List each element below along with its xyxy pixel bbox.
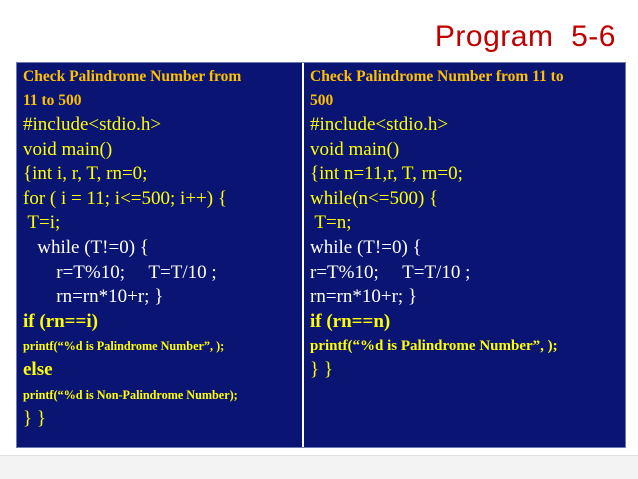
right-code-column xyxy=(304,63,625,447)
left-heading-line-1: Check Palindrome Number from xyxy=(23,68,242,85)
left-code-include: #include<stdio.h> xyxy=(23,114,162,135)
slide-footer-bar xyxy=(0,455,638,479)
left-code-reverse: rn=rn*10+r; } xyxy=(23,286,164,308)
left-heading-line-2: 11 to 500 xyxy=(23,92,82,109)
right-code-while-t: while (T!=0) { xyxy=(310,236,422,258)
left-code-while: while (T!=0) { xyxy=(23,236,149,258)
right-code-assign: T=n; xyxy=(310,212,352,234)
right-code-include: #include<stdio.h> xyxy=(310,114,449,135)
left-code-mod: r=T%10; T=T/10 ; xyxy=(23,261,217,283)
left-code-if: if (rn==i) xyxy=(23,310,98,332)
left-code-column xyxy=(17,63,304,447)
right-code-printf-palindrome: printf(“%d is Palindrome Number”, ); xyxy=(310,338,558,355)
right-code-while-n: while(n<=500) { xyxy=(310,187,439,209)
left-code-printf-palindrome: printf(“%d is Palindrome Number”, ); xyxy=(23,339,225,354)
left-code-assign: T=i; xyxy=(23,212,61,234)
right-heading-line-2: 500 xyxy=(310,92,334,109)
left-code-else: else xyxy=(23,359,53,381)
code-comparison-table xyxy=(16,62,626,448)
right-code-main: void main() xyxy=(310,138,400,160)
left-code-printf-non-palindrome: printf(“%d is Non-Palindrome Number); xyxy=(23,387,238,402)
left-code-main: void main() xyxy=(23,138,113,160)
right-code-decl: {int n=11,r, T, rn=0; xyxy=(310,163,463,185)
right-code-reverse: rn=rn*10+r; } xyxy=(310,286,418,308)
left-code-for: for ( i = 11; i<=500; i++) { xyxy=(23,187,227,209)
right-code-mod: r=T%10; T=T/10 ; xyxy=(310,261,471,283)
right-code-if: if (rn==n) xyxy=(310,310,391,332)
right-heading-line-1: Check Palindrome Number from 11 to xyxy=(310,68,564,85)
left-code-decl: {int i, r, T, rn=0; xyxy=(23,163,148,185)
slide-title: Program 5-6 xyxy=(434,20,616,53)
left-code-closing: } } xyxy=(23,407,46,429)
right-code-closing: } } xyxy=(310,359,333,381)
